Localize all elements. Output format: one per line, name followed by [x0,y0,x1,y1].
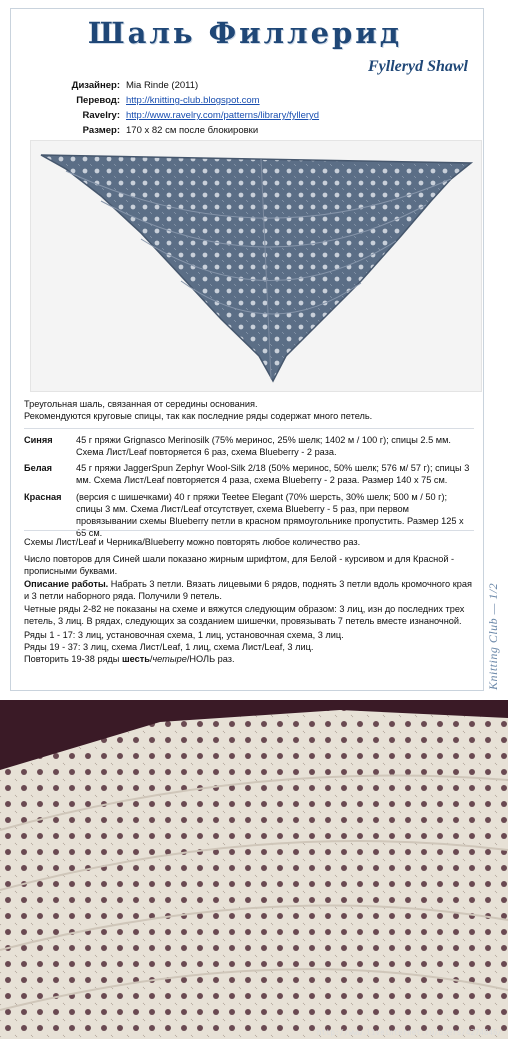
ravelry-link[interactable]: http://www.ravelry.com/patterns/library/fylleryd [126,110,320,121]
translation-link[interactable]: http://knitting-club.blogspot.com [126,95,260,106]
watermark: http://www.liveinternet.ru/users/4274846/ [316,1028,502,1037]
work-description: Описание работы. Набрать 3 петли. Вязать лицевыми 6 рядов, поднять 3 петли вдоль кромочного края и 3 петли наборного ряда. Получили 9 петель. [24,579,472,601]
yarn-red: Красная (версия с шишечками) 40 г пряжи Teetee Elegant (70% шерсть, 30% шелк; 500 м / 50 г); спицы 3 мм. Схема Лист/Leaf отсутствует, схема Blueberry - 5 раз, при первом провязывании схемы Blueberry петли в красном прямоугольнике пропустить. Размер 125 х 65 см. [24,492,464,538]
rows-19-37: Ряды 19 - 37: 3 лиц, схема Лист/Leaf, 1 лиц, схема Лист/Leaf, 3 лиц. [24,642,314,652]
repeats-note: Число повторов для Синей шали показано жирным шрифтом, для Белой - курсивом и для Красной - прописными буквами. [24,554,455,576]
divider [24,428,474,429]
blue-shawl-photo [30,140,482,392]
meta-row-ravelry: Ravelry: http://www.ravelry.com/patterns/library/fylleryd [82,110,320,121]
yarn-blue: Синяя 45 г пряжи Grignasco Merinosilk (75% меринос, 25% шелк; 1402 м / 100 г); спицы 2.5 мм. Схема Лист/Leaf повторяется 6 раз, схема Blueberry - 2 раза. [24,435,451,457]
page-title: Шаль Филлерид [87,16,403,50]
white-shawl-photo [0,700,508,1039]
even-rows-note: Четные ряды 2-82 не показаны на схеме и вяжутся следующим образом: 3 лиц, изн до последних трех петель, 3 лиц. В рядах, следующих за созданием шишечки, провязывать 7 петель вместе изнаночной. [24,604,465,626]
yarn-white: Белая 45 г пряжи JaggerSpun Zephyr Wool-Silk 2/18 (50% меринос, 50% шелк; 576 м/ 57 г); спицы 3 мм. Схема Лист/Leaf повторяется 4 раза, схема Blueberry - 2 раза. Размер 140 х 75 см. [24,463,470,485]
meta-block [20,78,319,138]
page-side-label: Knitting Club — 1/2 [486,582,500,690]
page-subtitle: Fylleryd Shawl [367,58,468,75]
meta-row-size: Размер: 170 х 82 см после блокировки [82,125,259,136]
meta-row-translation: Перевод: http://knitting-club.blogspot.com [76,95,260,106]
intro-text: Треугольная шаль, связанная от середины основания. Рекомендуются круговые спицы, так как последние ряды содержат много петель. [24,399,373,421]
rows-1-17: Ряды 1 - 17: 3 лиц, установочная схема, 1 лиц, установочная схема, 3 лиц. [24,630,344,640]
repeat-rows: Повторить 19-38 ряды шесть/четыре/НОЛЬ раз. [24,654,235,664]
divider [24,530,474,531]
meta-row-designer: Дизайнер: Mia Rinde (2011) [71,80,199,91]
schemes-note: Схемы Лист/Leaf и Черника/Blueberry можно повторять любое количество раз. [24,537,361,547]
